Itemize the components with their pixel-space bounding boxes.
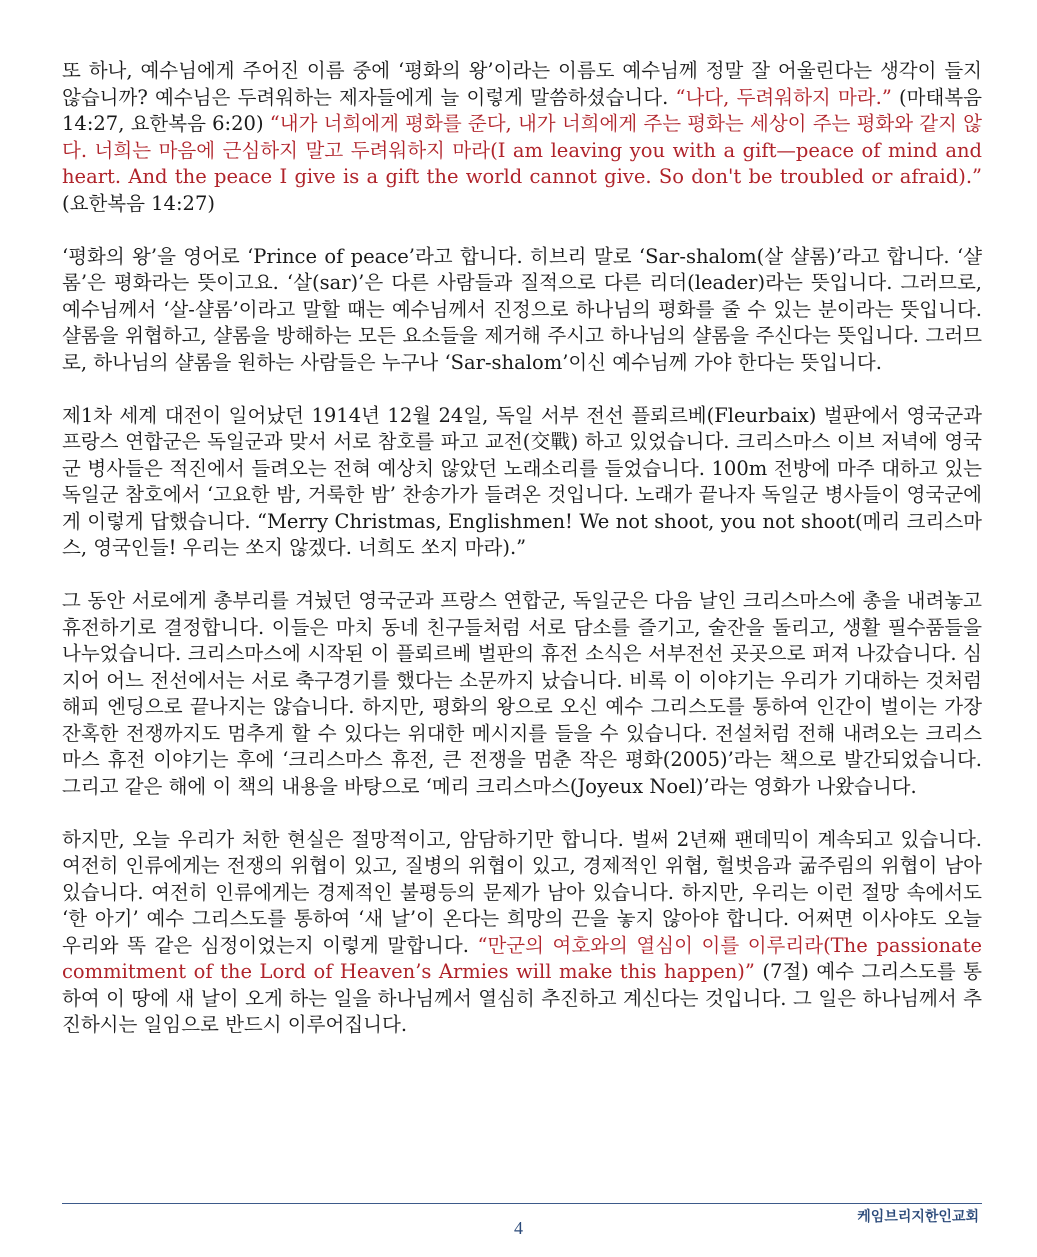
page-number: 4 (514, 1218, 523, 1238)
church-name: 케임브리지한인교회 (857, 1209, 979, 1225)
paragraph-text: 그 동안 서로에게 총부리를 겨눴던 영국군과 프랑스 연합군, 독일군은 다음 날인 크리스마스에 총을 내려놓고 휴전하기로 결정합니다. 이들은 마치 동네 친구들처럼 서로 담소를 즐기고, 술잔을 돌리고, 생활 필수품들을 나누었습니다. 크리스마스에 시작된 이 플뢰르베 벌판의 휴전 소식은 서부전선 곳곳으로 퍼져 나갔습니다. 심지어 어느 전선에서는 서로 축구경기를 했다는 소문까지 났습니다. 비록 이 이야기는 우리가 기대하는 것처럼 해피 엔딩으로 끝나지는 않습니다. 하지만, 평화의 왕으로 오신 예수 그리스도를 통하여 인간이 벌이는 가장 잔혹한 전쟁까지도 멈추게 할 수 있다는 위대한 메시지를 들을 수 있습니다. 전설처럼 전해 내려오는 크리스마스 휴전 이야기는 후에 ‘크리스마스 휴전, 큰 전쟁을 멈춘 작은 평화(2005)’라는 책으로 발간되었습니다. 그리고 같은 해에 이 책의 내용을 바탕으로 ‘메리 크리스마스(Joyeux Noel)’라는 영화가 나왔습니다. (62, 589, 982, 798)
paragraph-text: (마태복음 14:27, 요한복음 6:20) (62, 85, 983, 135)
scripture-quote: “나다, 두려워하지 마라.” (675, 85, 892, 109)
paragraph-text: 하지만, 오늘 우리가 처한 현실은 절망적이고, 암담하기만 합니다. 벌써 2년째 팬데믹이 계속되고 있습니다. 여전히 인류에게는 전쟁의 위협이 있고, 질병의 위협이 있고, 경제적인 위협, 헐벗음과 굶주림의 위협이 남아 있습니다. 여전히 인류에게는 경제적인 불평등의 문제가 남아 있습니다. 하지만, 우리는 이런 절망 속에서도 ‘한 아기’ 예수 그리스도를 통하여 ‘새 날’이 온다는 희망의 끈을 놓지 않아야 합니다. 어쩌면 이사야도 오늘 우리와 똑 같은 심정이었는지 이렇게 말합니다. (62, 827, 982, 957)
paragraph-text: ‘평화의 왕’을 영어로 ‘Prince of peace’라고 합니다. 히브리 말로 ‘Sar-shalom(살 샬롬)’라고 합니다. ‘샬롬’은 평화라는 뜻이고요. ‘살(sar)’은 다른 사람들과 질적으로 다른 리더(leader)라는 뜻입니다. 그러므로, 예수님께서 ‘살-샬롬’이라고 말할 때는 예수님께서 진정으로 하나님의 평화를 줄 수 있는 분이라는 뜻입니다. 샬롬을 위협하고, 샬롬을 방해하는 모든 요소들을 제거해 주시고 하나님의 샬롬을 주신다는 뜻입니다. 그러므로, 하나님의 샬롬을 원하는 사람들은 누구나 ‘Sar-shalom’이신 예수님께 가야 한다는 뜻입니다. (62, 244, 982, 374)
scripture-quote: “내가 너희에게 평화를 준다, 내가 너희에게 주는 평화는 세상이 주는 평화와 같지 않다. 너희는 마음에 근심하지 말고 두려워하지 마라(I am leaving you with a gift—peace of mind and heart. And the peace I give is a gift the world cannot give. So don't be troubled or afraid).” (62, 112, 982, 188)
paragraph (62, 827, 982, 1039)
paragraph (62, 588, 982, 800)
paragraph (62, 403, 982, 562)
paragraph-text: 제1차 세계 대전이 일어났던 1914년 12월 24일, 독일 서부 전선 플뢰르베(Fleurbaix) 벌판에서 영국군과 프랑스 연합군은 독일군과 맞서 서로 참호를 파고 교전(交戰) 하고 있었습니다. 크리스마스 이브 저녁에 영국군 병사들은 적진에서 들려오는 전혀 예상치 않았던 노래소리를 들었습니다. 100m 전방에 마주 대하고 있는 독일군 참호에서 ‘고요한 밤, 거룩한 밤’ 찬송가가 들려온 것입니다. 노래가 끝나자 독일군 병사들이 영국군에게 이렇게 답했습니다. “Merry Christmas, Englishmen! We not shoot, you not shoot(메리 크리스마스, 영국인들! 우리는 쏘지 않겠다. 너희도 쏘지 마라).” (62, 403, 982, 559)
paragraph-text: 또 하나, 예수님에게 주어진 이름 중에 ‘평화의 왕’이라는 이름도 예수님께 정말 잘 어울린다는 생각이 들지 않습니까? 예수님은 두려워하는 제자들에게 늘 이렇게 말씀하셨습니다. (62, 59, 982, 109)
footer-rule (62, 1203, 982, 1204)
article-body (62, 58, 982, 1065)
scripture-quote: “만군의 여호와의 열심이 이를 이루리라(The passionate commitment of the Lord of Heaven’s Armies will make this happen)” (62, 933, 982, 983)
paragraph (62, 58, 982, 217)
paragraph (62, 244, 982, 377)
paragraph-text: (7절) 예수 그리스도를 통하여 이 땅에 새 날이 오게 하는 일을 하나님께서 열심히 추진하고 계신다는 것입니다. 그 일은 하나님께서 추진하시는 일임으로 반드시 이루어집니다. (62, 960, 983, 1036)
paragraph-text: (요한복음 14:27) (62, 191, 215, 215)
